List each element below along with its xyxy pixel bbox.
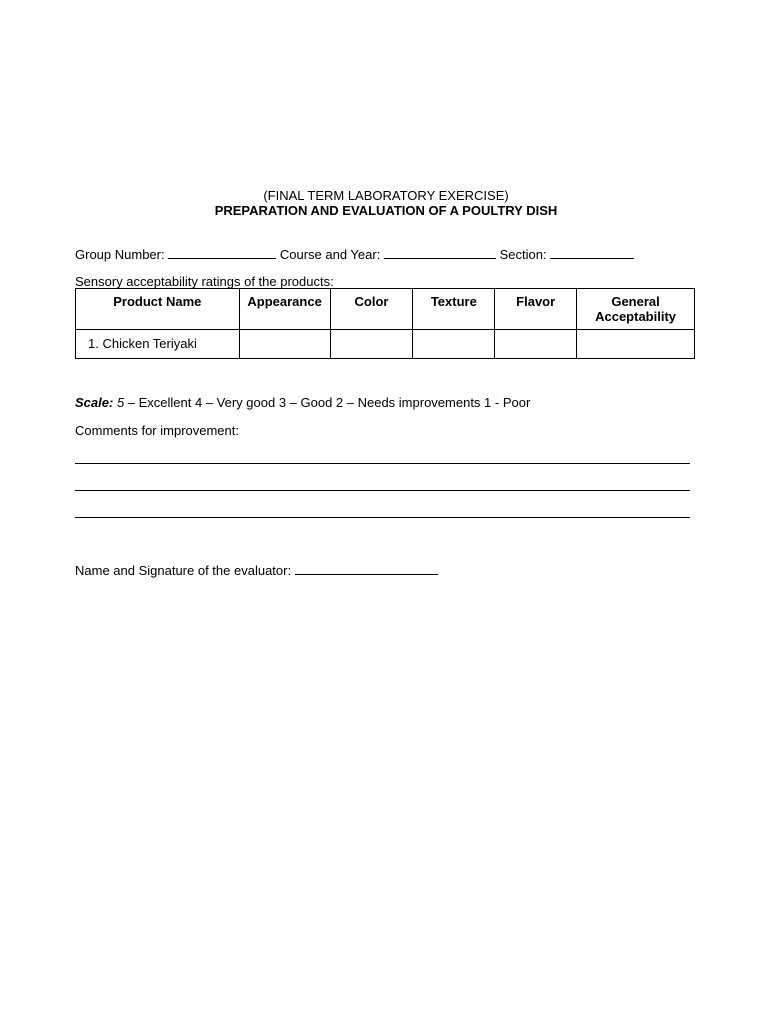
- ratings-label: Sensory acceptability ratings of the products:: [75, 274, 334, 289]
- scale-first-value: 5: [116, 395, 125, 410]
- comment-line[interactable]: [75, 490, 690, 491]
- course-year-label: Course and Year:: [279, 247, 381, 262]
- flavor-cell[interactable]: [495, 330, 577, 359]
- info-line: [75, 246, 634, 262]
- exercise-subtitle: (FINAL TERM LABORATORY EXERCISE): [263, 188, 509, 203]
- comment-line[interactable]: [75, 517, 690, 518]
- ratings-table: [75, 288, 695, 359]
- section-label: Section:: [499, 247, 547, 262]
- column-header-general-acceptability: General Acceptability: [577, 289, 695, 330]
- exercise-title: PREPARATION AND EVALUATION OF A POULTRY DISH: [214, 203, 558, 218]
- signature-blank[interactable]: [295, 562, 438, 575]
- general-acceptability-cell[interactable]: [577, 330, 695, 359]
- column-header-texture: Texture: [413, 289, 495, 330]
- comment-line[interactable]: [75, 463, 690, 464]
- scale-label: Scale:: [75, 395, 114, 410]
- table-row: [76, 330, 695, 359]
- signature-line: [75, 562, 438, 578]
- color-cell[interactable]: [330, 330, 413, 359]
- product-name-cell: 1. Chicken Teriyaki: [76, 330, 240, 359]
- column-header-appearance: Appearance: [239, 289, 330, 330]
- scale-text: – Excellent 4 – Very good 3 – Good 2 – Needs improvements 1 - Poor: [124, 395, 531, 410]
- group-number-label: Group Number:: [75, 247, 165, 262]
- rating-scale: [75, 395, 530, 410]
- signature-label: Name and Signature of the evaluator:: [75, 563, 292, 578]
- column-header-flavor: Flavor: [495, 289, 577, 330]
- section-blank[interactable]: [550, 246, 634, 259]
- table-header-row: [76, 289, 695, 330]
- appearance-cell[interactable]: [239, 330, 330, 359]
- texture-cell[interactable]: [413, 330, 495, 359]
- course-year-blank[interactable]: [384, 246, 496, 259]
- column-header-product-name: Product Name: [76, 289, 240, 330]
- group-number-blank[interactable]: [168, 246, 276, 259]
- column-header-color: Color: [330, 289, 413, 330]
- comments-label: Comments for improvement:: [75, 423, 239, 438]
